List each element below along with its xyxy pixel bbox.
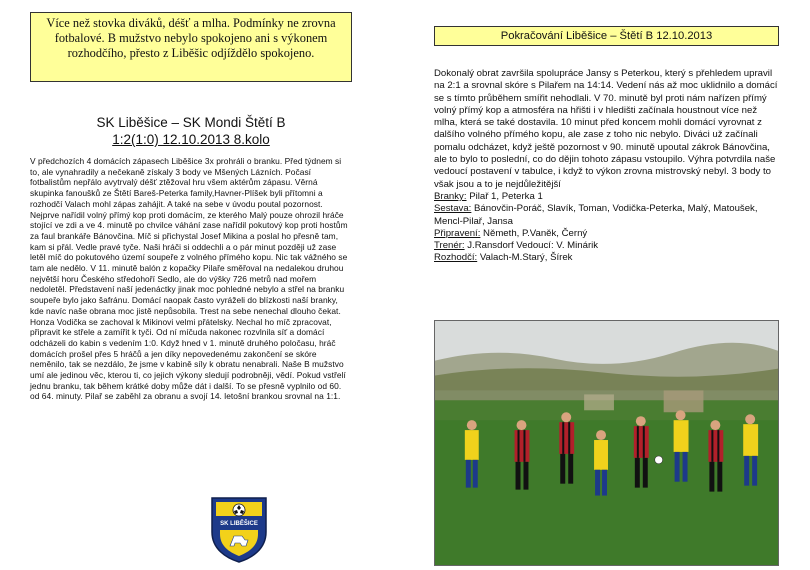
- headline-text: Více než stovka diváků, déšť a mlha. Podmínky ne zrovna fotbalové. B mužstvo nebylo spokojeno ani s výkonem rozhodčího, přesto z Liběšic odjíždělo spokojeno.: [46, 16, 336, 60]
- detail-label: Rozhodčí:: [434, 252, 478, 264]
- match-teams: SK Liběšice – SK Mondi Štětí B: [96, 115, 286, 130]
- continuation-paragraph: Dokonalý obrat završila spolupráce Jansy s Peterkou, který s přehledem upravil na 2:1 a srovnal skóre s Pilařem na 14:14. Vedení nás až moc uklidnilo a domácí se s tímto průběhem smířit nehodlali. V 70. minutě byl proti nám nařízen přímý volný přímý kop a atmosféra na hřišti i v hledišti začínala houstnout více než mlha, která se také dostavila. 10 minut před koncem mohli domácí vyrovnat z dalšího volného přímého kopu, ale zase z toho nic nebylo. Diváci už začínali pomalu odcházet, když ještě pozornost v 90. minutě upoutal zákrok Bánovčina, ale to bylo to poslední, co do dějin tohoto zápasu vstoupilo. Výhra potvrdila naše vedoucí postavení v tabulce, i když to výkon zrovna mistrovský nebyl. 3 body to však jsou a to je nejdůležitější: [434, 68, 778, 190]
- headline-box: [30, 12, 352, 82]
- continuation-header: [434, 26, 779, 46]
- detail-value: Bánovčin-Poráč, Slavík, Toman, Vodička-Peterka, Malý, Matoušek, Mencl-Pilař, Jansa: [434, 203, 758, 227]
- detail-value: J.Ransdorf Vedoucí: V. Minárik: [464, 240, 599, 252]
- continuation-body: [434, 68, 779, 265]
- detail-label: Připravení:: [434, 227, 481, 239]
- detail-lineup: [434, 203, 779, 228]
- article-body: V předchozích 4 domácích zápasech Liběšice 3x prohráli o branku. Před týdnem si to, ale vynahradily a nečekaně získaly 3 body ve Mšených Lázních. Počasí fotbalistům nepřálo avytrvalý déšť ztěžoval hru všem aktérům zápasu. Věrná skupinka fanoušků ze Štětí Bareš-Peterka family,Havner-Plíšek byli přítomni a rozhodčí Valach mohl zápas zahájit. A také na sebe v úvodu poutal pozornost. Nejprve nařídil volný přímý kop proti domácím, ze kterého Malý pouze ohrozil hráče stojící ve zdi a ve 4. minutě po chvilce váhání zase nařídil pokutový kop proti hostům za faul brankáře Bánovčina. Míč si přichystal Josef Mikina a poslal ho přesně tam, kam si přál. Vedle pravé tyče. Naši hráči si oddechli a o pár minut později už zase letěl míč do pokutového území soupeře z volného přímého kopu. Nic tak vážného se tam ale nedělo. V 11. minutě balón z kopačky Pilaře směřoval na nedalekou druhou největší horu Českého středohoří Sedlo, ale do výšky 726 metrů nad mořem nedoletěl. Představení naší jedenáctky jinak moc pohledné nebylo a střel na branku soupeře bylo jako šafránu. Domácí naopak často vyráželi do blízkosti naší branky, kde navíc naše obrana moc jistě nepůsobila. Trest na sebe nenechal dlouho čekat. Honza Vodička se zachoval k Mikinovi velmi přátelsky. Nechal ho míč zpracovat, připravit ke střele a zamířit k tyči. Od ní míčuda nakonec rozvlnila síť a domácí odcházeli do kabin s vedením 1:0. Když hned v 1. minutě druhého poločasu, hráč domácích prošel přes 5 hráčů a jen díky nepovedenému zakončení se skóre neměnilo, tak se nezdálo, že jsme v kabině síly k obratu nenabrali. Naše B mužstvo umí ale jedinou věc, kterou ti, co jejich výkony sledují podrobněji, vědí. Pokud vstřelí jednu branku, tak během krátké doby může dát i další. To se přesně vyplnilo od 60. od 64. minuty. Pilař se zaběhl za obranu a svojí 14. letošní brankou srovnal na 1:1.: [30, 156, 348, 402]
- match-photo: [434, 320, 779, 566]
- detail-value: Valach-M.Starý, Šírek: [477, 252, 573, 264]
- detail-value: Němeth, P.Vaněk, Černý: [480, 227, 588, 239]
- detail-coach: [434, 240, 779, 252]
- logo-text: SK LIBĚŠICE: [220, 521, 258, 527]
- detail-label: Sestava:: [434, 203, 472, 215]
- detail-label: Branky:: [434, 190, 467, 202]
- match-score: 1:2(1:0) 12.10.2013 8.kolo: [112, 132, 270, 147]
- detail-goals: [434, 191, 779, 203]
- detail-label: Trenér:: [434, 240, 465, 252]
- detail-value: Pilař 1, Peterka 1: [466, 190, 543, 202]
- detail-referee: [434, 252, 779, 264]
- continuation-title: Pokračování Liběšice – Štětí B 12.10.2013: [500, 30, 713, 42]
- club-logo-icon: [208, 494, 270, 564]
- detail-prepared: [434, 228, 779, 240]
- match-title: [30, 114, 352, 148]
